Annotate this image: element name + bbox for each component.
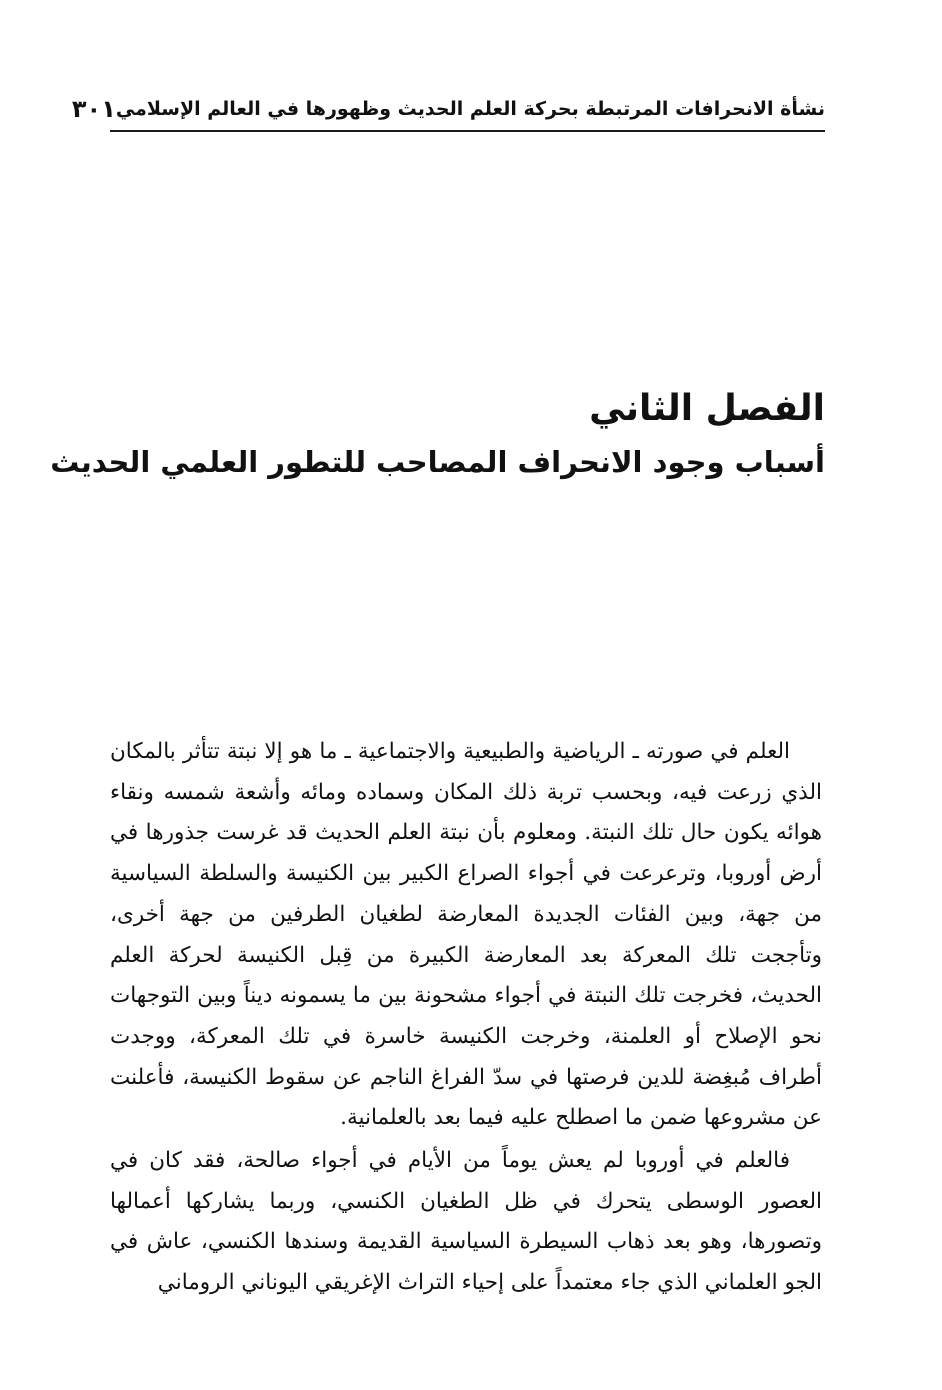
body-text <box>110 732 822 1304</box>
page-number: ٣٠١ <box>71 95 116 123</box>
paragraph: فالعلم في أوروبا لم يعش يوماً من الأيام في أجواء صالحة، فقد كان في العصور الوسطى يتحرك في ظل الطغيان الكنسي، وربما يشاركها أعمالها وتصورها، وهو بعد ذهاب السيطرة السياسية القديمة وسندها الكنسي، عاش في الجو العلماني الذي جاء معتمداً على إحياء التراث الإغريقي اليوناني الروماني <box>110 1148 822 1296</box>
chapter-label: الفصل الثاني <box>589 388 825 429</box>
paragraph: العلم في صورته ـ الرياضية والطبيعية والاجتماعية ـ ما هو إلا نبتة تتأثر بالمكان الذي زرعت فيه، وبحسب تربة ذلك المكان وسماده ومائه وأشعة شمسه ونقاء هوائه يكون حال تلك النبتة. ومعلوم بأن نبتة العلم الحديث قد غرست جذورها في أرض أوروبا، وترعرعت في أجواء الصراع الكبير بين الكنيسة والسلطة السياسية من جهة، وبين الفئات الجديدة المعارضة لطغيان الطرفين من جهة أخرى، وتأججت تلك المعركة بعد المعارضة الكبيرة من قِبل الكنيسة لحركة العلم الحديث، فخرجت تلك النبتة في أجواء مشحونة بين ما يسمونه ديناً وبين التوجهات نحو الإصلاح أو العلمنة، وخرجت الكنيسة خاسرة في تلك المعركة، ووجدت أطراف مُبغِضة للدين فرصتها في سدّ الفراغ الناجم عن سقوط الكنيسة، فأعلنت عن مشروعها ضمن ما اصطلح عليه فيما بعد بالعلمانية. <box>110 739 822 1131</box>
chapter-title: أسباب وجود الانحراف المصاحب للتطور العلمي الحديث <box>50 445 825 479</box>
running-header <box>71 88 825 132</box>
running-title: نشأة الانحرافات المرتبطة بحركة العلم الحديث وظهورها في العالم الإسلامي <box>115 98 825 120</box>
